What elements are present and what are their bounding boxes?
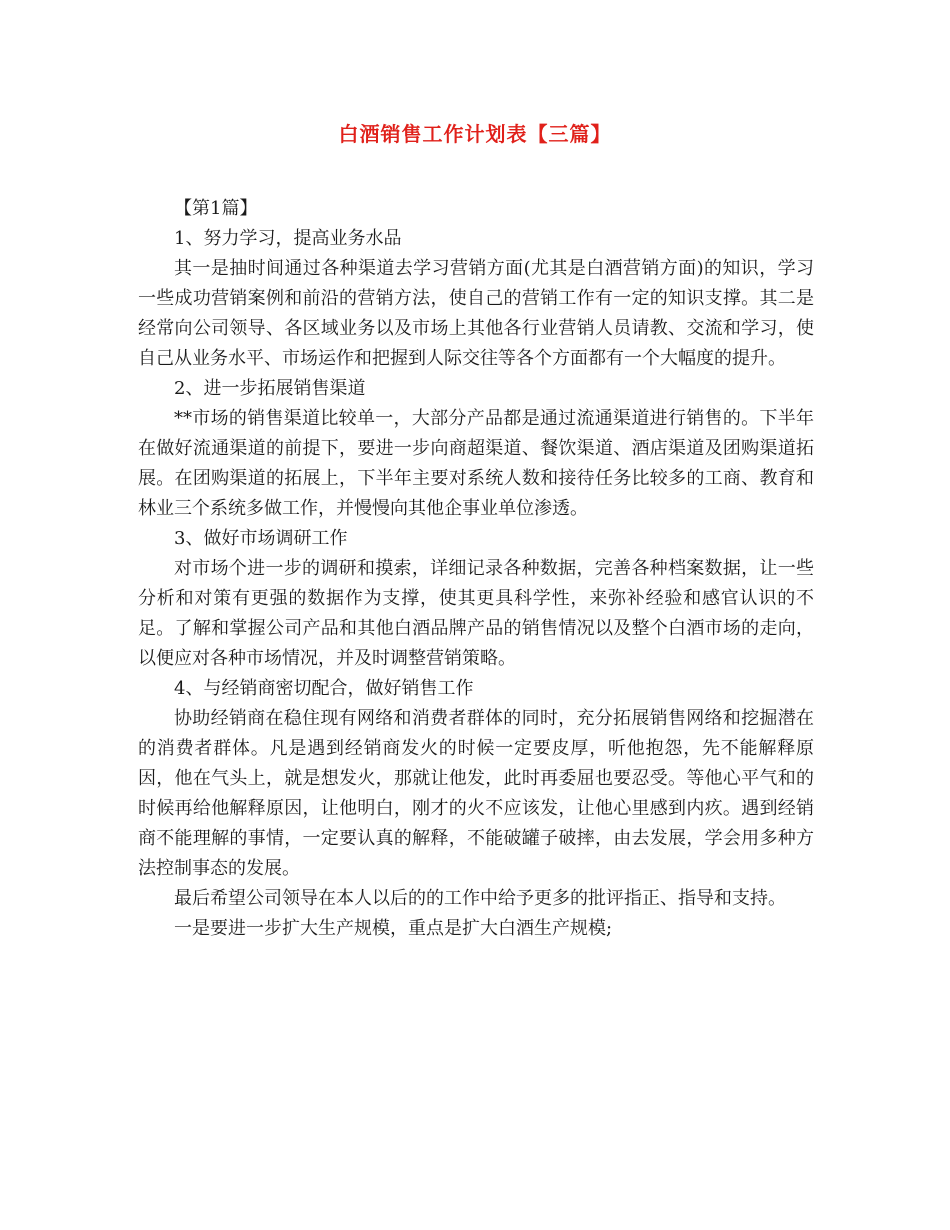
section-heading: 【第1篇】 — [174, 198, 258, 219]
paragraph-5: 最后希望公司领导在本人以后的的工作中给予更多的批评指正、指导和支持。 — [174, 888, 786, 909]
paragraph-4: 协助经销商在稳住现有网络和消费者群体的同时，充分拓展销售网络和挖掘潜在的消费者群体。凡是遇到经销商发火的时候一定要皮厚，听他抱怨，先不能解释原因，他在气头上，就是想发火，那就让他发，此时再委屈也要忍受。等他心平气和的时候再给他解释原因，让他明白，刚才的火不应该发，让他心里感到内疚。遇到经销商不能理解的事情，一定要认真的解释，不能破罐子破摔，由去发展，学会用多种方法控制事态的发展。 — [138, 708, 814, 879]
document-body — [138, 194, 814, 944]
subheading-3: 3、做好市场调研工作 — [174, 528, 348, 549]
paragraph-6: 一是要进一步扩大生产规模，重点是扩大白酒生产规模; — [174, 918, 613, 939]
paragraph-3: 对市场个进一步的调研和摸索，详细记录各种数据，完善各种档案数据，让一些分析和对策有更强的数据作为支撑，使其更具科学性，来弥补经验和感官认识的不足。了解和掌握公司产品和其他白酒品牌产品的销售情况以及整个白酒市场的走向，以便应对各种市场情况，并及时调整营销策略。 — [138, 558, 814, 669]
subheading-1: 1、努力学习，提高业务水品 — [174, 228, 402, 249]
subheading-4: 4、与经销商密切配合，做好销售工作 — [174, 678, 474, 699]
document-title: 白酒销售工作计划表【三篇】 — [338, 122, 612, 146]
paragraph-2: **市场的销售渠道比较单一，大部分产品都是通过流通渠道进行销售的。下半年在做好流通渠道的前提下，要进一步向商超渠道、餐饮渠道、酒店渠道及团购渠道拓展。在团购渠道的拓展上，下半年主要对系统人数和接待任务比较多的工商、教育和林业三个系统多做工作，并慢慢向其他企事业单位渗透。 — [138, 408, 814, 519]
subheading-2: 2、进一步拓展销售渠道 — [174, 378, 366, 399]
paragraph-1: 其一是抽时间通过各种渠道去学习营销方面(尤其是白酒营销方面)的知识，学习一些成功营销案例和前沿的营销方法，使自己的营销工作有一定的知识支撑。其二是经常向公司领导、各区域业务以及市场上其他各行业营销人员请教、交流和学习，使自己从业务水平、市场运作和把握到人际交往等各个方面都有一个大幅度的提升。 — [138, 258, 814, 369]
